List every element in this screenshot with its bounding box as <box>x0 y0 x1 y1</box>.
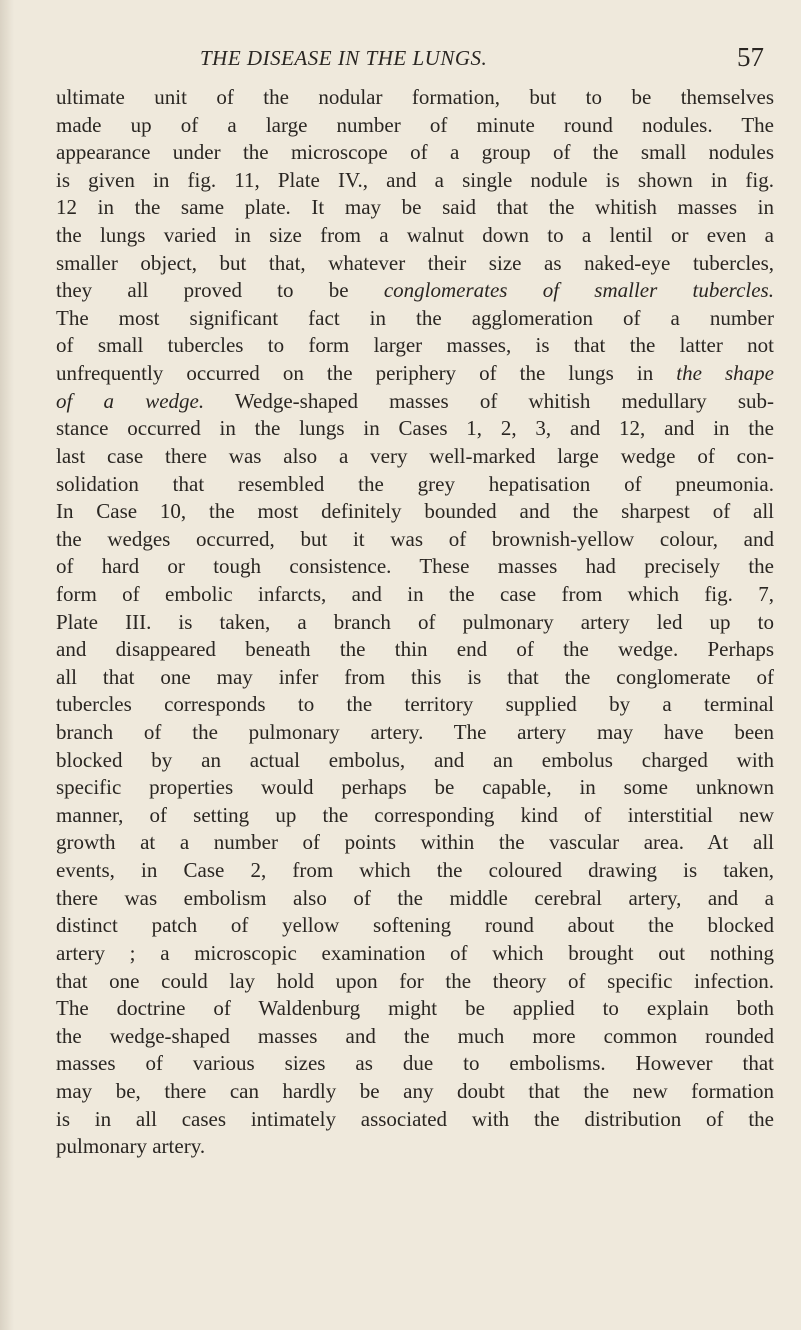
line-text: events, in Case 2, from which the coloured drawing is taken, <box>56 858 774 883</box>
text-line <box>56 388 774 416</box>
line-text: appearance under the microscope of a group of the small nodules <box>56 140 774 165</box>
text-line <box>56 719 774 747</box>
line-text: In Case 10, the most definitely bounded and the sharpest of all <box>56 499 774 524</box>
line-text: The most significant fact in the agglomeration of a number <box>56 305 774 330</box>
line-text: artery ; a microscopic examination of which brought out nothing <box>56 940 774 965</box>
line-text-italic: of a wedge. <box>56 388 205 413</box>
line-text: all that one may infer from this is that the conglomerate of <box>56 664 774 689</box>
page-header <box>0 44 801 78</box>
line-text: tubercles corresponds to the territory supplied by a terminal <box>56 692 774 717</box>
text-line <box>56 112 774 140</box>
text-line <box>56 857 774 885</box>
line-text: the wedges occurred, but it was of brownish-yellow colour, and <box>56 526 774 551</box>
text-line <box>56 912 774 940</box>
text-line <box>56 802 774 830</box>
line-text: may be, there can hardly be any doubt that the new formation <box>56 1078 774 1103</box>
line-text-italic: conglomerates of smaller tubercles. <box>383 278 774 303</box>
text-line <box>56 277 774 305</box>
text-line <box>56 84 774 112</box>
line-text: the wedge-shaped masses and the much more common rounded <box>56 1023 774 1048</box>
line-text: solidation that resembled the grey hepatisation of pneumonia. <box>56 471 774 496</box>
line-text: manner, of setting up the corresponding kind of interstitial new <box>56 802 774 827</box>
line-text: The doctrine of Waldenburg might be applied to explain both <box>56 996 774 1021</box>
text-line <box>56 581 774 609</box>
text-line <box>56 940 774 968</box>
text-line <box>56 1050 774 1078</box>
line-text-italic: the shape <box>676 361 774 386</box>
line-text: made up of a large number of minute round nodules. The <box>56 112 774 137</box>
text-line <box>56 636 774 664</box>
line-text: there was embolism also of the middle cerebral artery, and a <box>56 885 774 910</box>
text-line <box>56 526 774 554</box>
text-line <box>56 1133 774 1161</box>
text-line <box>56 250 774 278</box>
text-line <box>56 609 774 637</box>
line-text-pre: unfrequently occurred on the periphery of the lungs in <box>56 361 677 386</box>
text-line <box>56 443 774 471</box>
line-text: distinct patch of yellow softening round about the blocked <box>56 913 774 938</box>
text-line <box>56 747 774 775</box>
line-text: is in all cases intimately associated with the distribution of the <box>56 1106 774 1131</box>
text-line <box>56 664 774 692</box>
text-line <box>56 139 774 167</box>
text-line <box>56 1023 774 1051</box>
line-text: 12 in the same plate. It may be said that the whitish masses in <box>56 195 774 220</box>
line-text: smaller object, but that, whatever their size as naked-eye tubercles, <box>56 250 774 275</box>
text-line <box>56 498 774 526</box>
text-line <box>56 968 774 996</box>
text-line <box>56 222 774 250</box>
line-text: and disappeared beneath the thin end of the wedge. Perhaps <box>56 637 774 662</box>
line-text: Plate III. is taken, a branch of pulmonary artery led up to <box>56 609 774 634</box>
text-line <box>56 471 774 499</box>
line-text: branch of the pulmonary artery. The artery may have been <box>56 720 774 745</box>
line-text-post: Wedge-shaped masses of whitish medullary sub- <box>204 388 774 413</box>
line-text: the lungs varied in size from a walnut down to a lentil or even a <box>56 223 774 248</box>
line-text: masses of various sizes as due to embolisms. However that <box>56 1051 774 1076</box>
text-line <box>56 1106 774 1134</box>
page-number: 57 <box>737 42 764 72</box>
text-line <box>56 167 774 195</box>
text-line <box>56 553 774 581</box>
line-text: that one could lay hold upon for the theory of specific infection. <box>56 968 774 993</box>
line-text: of small tubercles to form larger masses, is that the latter not <box>56 333 774 358</box>
line-text: form of embolic infarcts, and in the case from which fig. 7, <box>56 581 774 606</box>
line-text: of hard or tough consistence. These masses had precisely the <box>56 554 774 579</box>
line-text: last case there was also a very well-marked large wedge of con- <box>56 443 774 468</box>
line-text: ultimate unit of the nodular formation, but to be themselves <box>56 85 774 109</box>
line-text: specific properties would perhaps be capable, in some unknown <box>56 775 774 800</box>
text-line <box>56 1078 774 1106</box>
text-line <box>56 829 774 857</box>
text-line <box>56 691 774 719</box>
text-line <box>56 194 774 222</box>
line-text: is given in fig. 11, Plate IV., and a single nodule is shown in fig. <box>56 167 774 192</box>
text-line <box>56 415 774 443</box>
running-head: THE DISEASE IN THE LUNGS. <box>200 46 488 70</box>
text-line <box>56 360 774 388</box>
text-line <box>56 995 774 1023</box>
line-text: growth at a number of points within the vascular area. At all <box>56 830 774 855</box>
body-text <box>56 84 774 1161</box>
text-line <box>56 885 774 913</box>
text-line <box>56 332 774 360</box>
text-line <box>56 774 774 802</box>
line-text-pre: they all proved to be <box>56 278 384 303</box>
line-text: pulmonary artery. <box>56 1134 206 1159</box>
page-gutter-shadow <box>0 0 14 1330</box>
line-text: stance occurred in the lungs in Cases 1, 2, 3, and 12, and in the <box>56 416 774 441</box>
line-text: blocked by an actual embolus, and an embolus charged with <box>56 747 774 772</box>
text-line <box>56 305 774 333</box>
